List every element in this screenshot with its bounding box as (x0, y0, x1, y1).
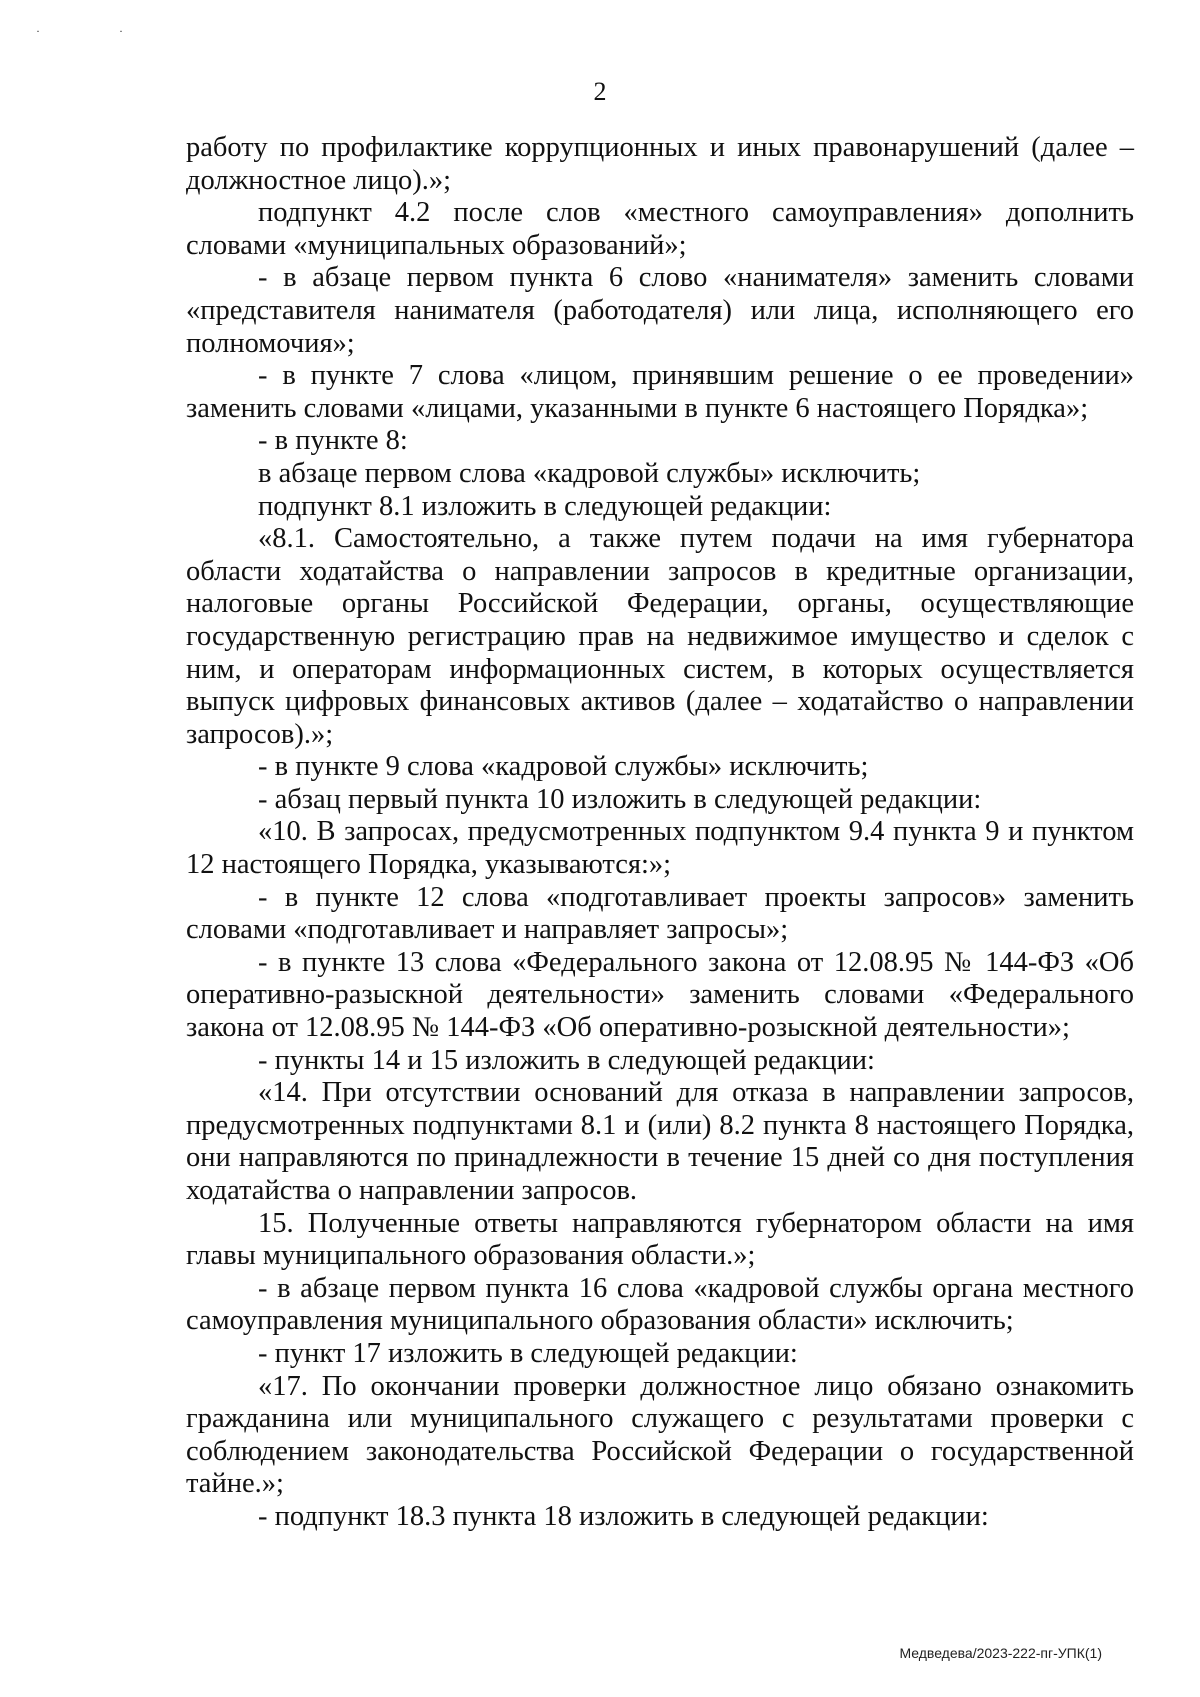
document-footer-reference: Медведева/2023-222-пг-УПК(1) (899, 1645, 1102, 1661)
scan-specks: · · (36, 24, 161, 38)
document-body (186, 132, 1134, 1534)
paragraph: - в пункте 13 слова «Федерального закона от 12.08.95 № 144-ФЗ «Об оперативно-разыскной деятельности» заменить словами «Федерального закона от 12.08.95 № 144-ФЗ «Об оперативно-розыскной деятельности»; (186, 946, 1134, 1044)
paragraph: - подпункт 18.3 пункта 18 изложить в следующей редакции: (258, 1500, 989, 1532)
paragraph: «8.1. Самостоятельно, а также путем подачи на имя губернатора области ходатайства о направлении запросов в кредитные организации, налоговые органы Российской Федерации, органы, осуществляющие государственную регистрацию прав на недвижимое имущество и сделок с ним, и операторам информационных систем, в которых осуществляется выпуск цифровых финансовых активов (далее – ходатайство о направлении запросов).»; (186, 523, 1134, 750)
paragraph: в абзаце первом слова «кадровой службы» исключить; (258, 457, 921, 489)
paragraph: - в пункте 7 слова «лицом, принявшим решение о ее проведении» заменить словами «лицами, указанными в пункте 6 настоящего Порядка»; (186, 360, 1134, 424)
paragraph: - в пункте 9 слова «кадровой службы» исключить; (258, 751, 869, 783)
paragraph: - пункт 17 изложить в следующей редакции: (258, 1337, 798, 1369)
paragraph: - в абзаце первом пункта 16 слова «кадровой службы органа местного самоуправления муниципального образования области» исключить; (186, 1272, 1134, 1337)
paragraph: работу по профилактике коррупционных и иных правонарушений (далее – должностное лицо).»; (186, 132, 1134, 196)
page-number: 2 (593, 77, 607, 106)
paragraph: 15. Полученные ответы направляются губернатором области на имя главы муниципального образования области.»; (186, 1207, 1134, 1272)
paragraph: «17. По окончании проверки должностное лицо обязано ознакомить гражданина или муниципального служащего с результатами проверки с соблюдением законодательства Российской Федерации о государственной тайне.»; (186, 1370, 1134, 1500)
paragraph: - в абзаце первом пункта 6 слово «нанимателя» заменить словами «представителя нанимателя (работодателя) или лица, исполняющего его полномочия»; (186, 262, 1134, 359)
paragraph: «10. В запросах, предусмотренных подпунктом 9.4 пункта 9 и пунктом 12 настоящего Порядка, указываются:»; (186, 816, 1134, 881)
paragraph: - абзац первый пункта 10 изложить в следующей редакции: (258, 783, 982, 815)
paragraph: - пункты 14 и 15 изложить в следующей редакции: (258, 1044, 875, 1076)
paragraph: - в пункте 12 слова «подготавливает проекты запросов» заменить словами «подготавливает и направляет запросы»; (186, 881, 1134, 946)
paragraph: - в пункте 8: (258, 425, 408, 457)
paragraph: подпункт 4.2 после слов «местного самоуправления» дополнить словами «муниципальных образований»; (186, 197, 1134, 261)
paragraph: «14. При отсутствии оснований для отказа в направлении запросов, предусмотренных подпунктами 8.1 и (или) 8.2 пункта 8 настоящего Порядка, они направляются по принадлежности в течение 15 дней со дня поступления ходатайства о направлении запросов. (186, 1077, 1134, 1206)
paragraph: подпункт 8.1 изложить в следующей редакции: (258, 490, 832, 522)
